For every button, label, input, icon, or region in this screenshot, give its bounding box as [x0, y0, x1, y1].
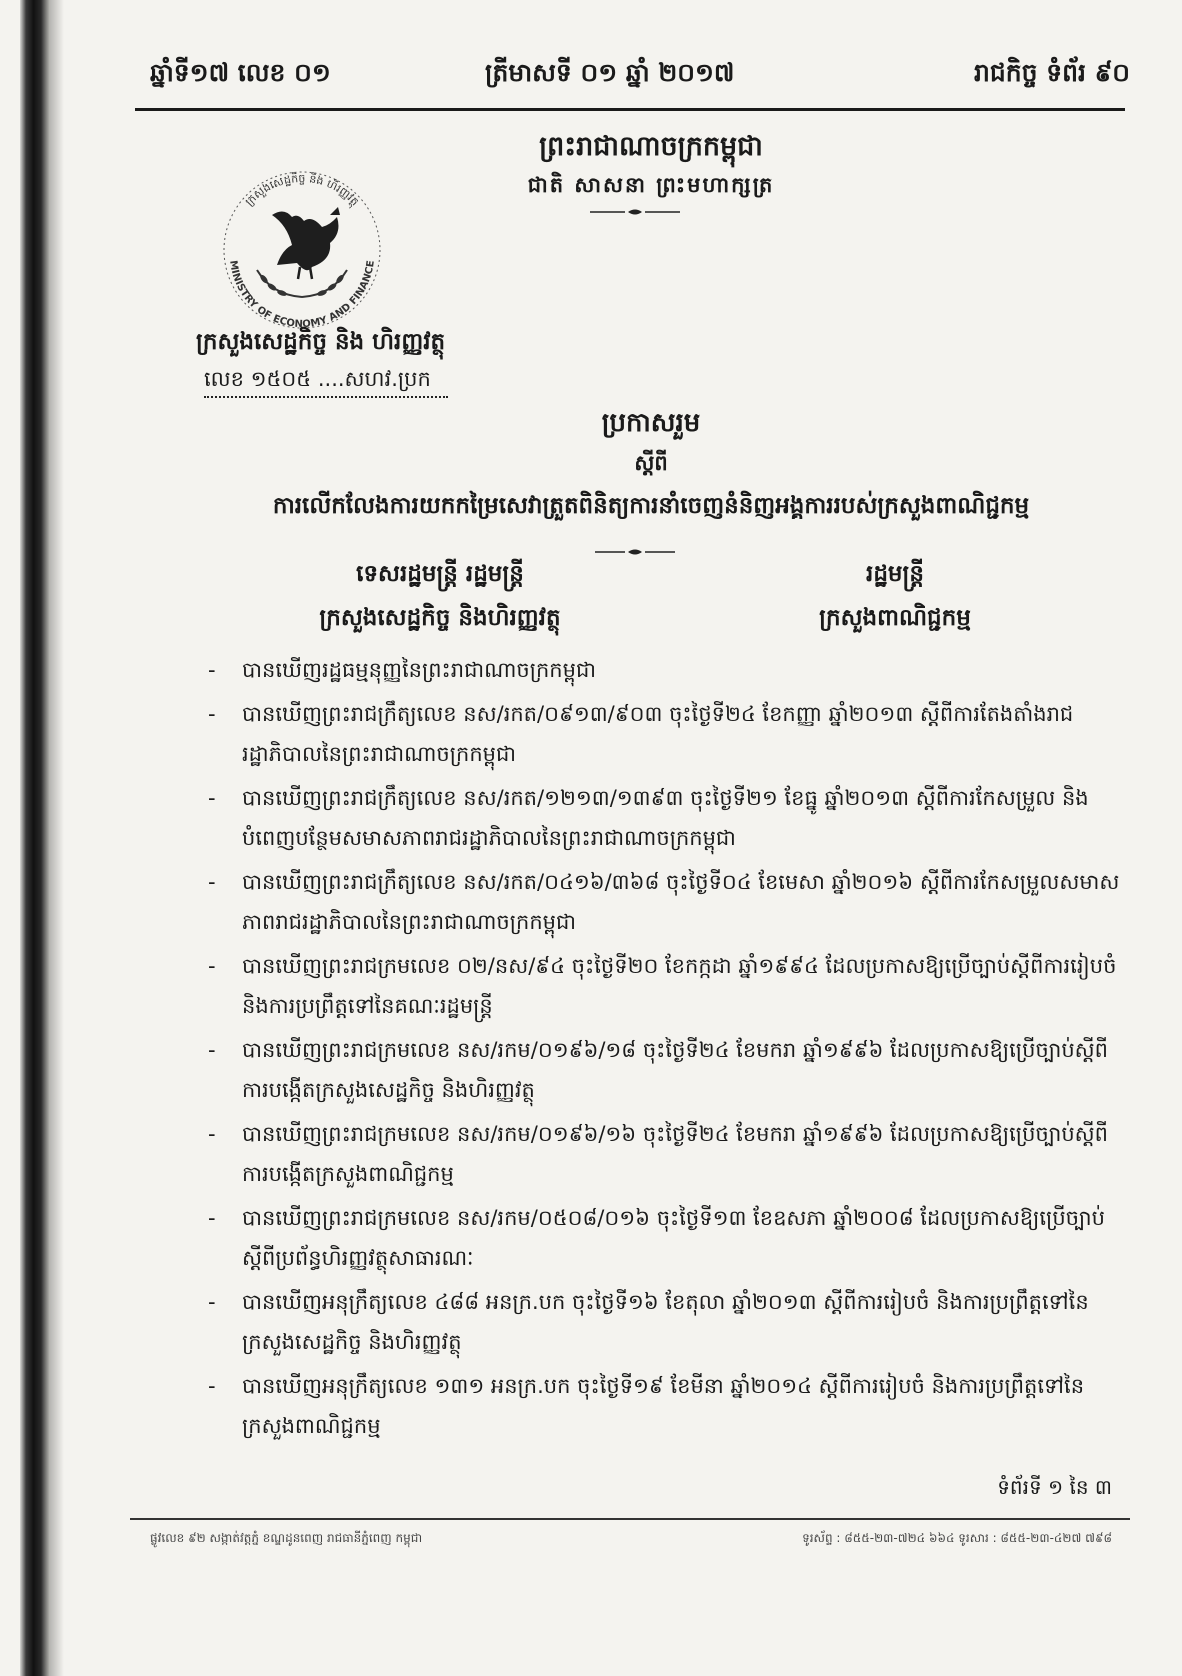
bullet-dash: -	[208, 702, 216, 726]
preamble-item	[208, 1198, 1133, 1278]
gazette-page: រាជកិច្ច ទំព័រ ៩០	[974, 58, 1130, 87]
bullet-dash: -	[208, 1206, 216, 1230]
scan-binding-shadow	[50, 0, 64, 1676]
preamble-item	[208, 1282, 1133, 1362]
bullet-dash: -	[208, 658, 216, 682]
signatory-left	[290, 552, 590, 640]
signatory-right	[790, 552, 1000, 640]
reference-underline	[204, 395, 448, 398]
preamble-item-text: បានឃើញព្រះរាជក្រឹត្យលេខ នស/រកត/០៩១៣/៩០៣ ចុះថ្ងៃទី២៤ ខែកញ្ញា ឆ្នាំ២០១៣ ស្តីពីការតែងតាំងរាជរដ្ឋាភិបាលនៃព្រះរាជាណាចក្រកម្ពុជា	[242, 702, 1074, 766]
national-motto: ជាតិ សាសនា ព្រះមហាក្សត្រ	[527, 173, 775, 197]
signatory-left-title: ទេសរដ្ឋមន្ត្រី រដ្ឋមន្ត្រី	[356, 561, 524, 587]
preamble-item-text: បានឃើញព្រះរាជក្រឹត្យលេខ នស/រកត/០៤១៦/៣៦៨ ចុះថ្ងៃទី០៤ ខែមេសា ឆ្នាំ២០១៦ ស្តីពីការកែសម្រួលសមាសភាពរាជរដ្ឋាភិបាលនៃព្រះរាជាណាចក្រកម្ពុជា	[242, 870, 1120, 934]
preamble-item	[208, 1114, 1133, 1194]
preamble-item-text: បានឃើញព្រះរាជក្រមលេខ ០២/នស/៩៤ ចុះថ្ងៃទី២០ ខែកក្កដា ឆ្នាំ១៩៩៤ ដែលប្រកាសឱ្យប្រើច្បាប់ស្តីពីការរៀបចំ និងការប្រព្រឹត្តទៅនៃគណៈរដ្ឋមន្ត្រី	[242, 954, 1117, 1018]
svg-text:MINISTRY OF ECONOMY AND FINANC: MINISTRY OF ECONOMY AND FINANCE	[227, 259, 377, 331]
kingdom-title: ព្រះរាជាណាចក្រកម្ពុជា	[539, 131, 763, 162]
preamble-item	[208, 946, 1133, 1026]
preamble-item-text: បានឃើញអនុក្រឹត្យលេខ ៤៨៨ អនក្រ.បក ចុះថ្ងៃទី១៦ ខែតុលា ឆ្នាំ២០១៣ ស្តីពីការរៀបចំ និងការប្រព្រឹត្តទៅនៃក្រសួងសេដ្ឋកិច្ច និងហិរញ្ញវត្ថុ	[242, 1290, 1089, 1354]
preamble-item	[208, 778, 1133, 858]
preamble-item	[208, 650, 1133, 690]
signatory-right-title: រដ្ឋមន្ត្រី	[866, 561, 924, 587]
header-rule	[135, 108, 1125, 111]
document-on: ស្តីពី	[634, 451, 668, 475]
bullet-dash: -	[208, 954, 216, 978]
ornament-divider-2	[595, 547, 675, 557]
bullet-dash: -	[208, 870, 216, 894]
page-number: ទំព័រទី ១ នៃ ៣	[997, 1475, 1112, 1499]
reference-number-text: លេខ ១៥០៥ ....សហវ.ប្រក	[204, 367, 431, 391]
issuing-ministry: ក្រសួងសេដ្ឋកិច្ច និង ហិរញ្ញវត្ថុ	[196, 329, 446, 355]
preamble-item-text: បានឃើញព្រះរាជក្រមលេខ នស/រកម/០៥០៨/០១៦ ចុះថ្ងៃទី១៣ ខែឧសភា ឆ្នាំ២០០៨ ដែលប្រកាសឱ្យប្រើច្បាប់ស្តីពីប្រព័ន្ធហិរញ្ញវត្ថុសាធារណៈ	[242, 1206, 1105, 1270]
preamble-item-text: បានឃើញរដ្ឋធម្មនុញ្ញនៃព្រះរាជាណាចក្រកម្ពុជា	[242, 658, 596, 682]
footer-contact: ទូរស័ព្ទ : ៨៥៥-២៣-៧២៤ ៦៦៤ ទូរសារ : ៨៥៥-២៣-៤២៧ ៧៩៨	[802, 1531, 1112, 1545]
preamble-item-text: បានឃើញព្រះរាជក្រមលេខ នស/រកម/០១៩៦/១៨ ចុះថ្ងៃទី២៤ ខែមករា ឆ្នាំ១៩៩៦ ដែលប្រកាសឱ្យប្រើច្បាប់ស្តីពីការបង្កើតក្រសួងសេដ្ឋកិច្ច និងហិរញ្ញវត្ថុ	[242, 1038, 1108, 1102]
bullet-dash: -	[208, 1374, 216, 1398]
bullet-dash: -	[208, 1038, 216, 1062]
preamble-list	[208, 650, 1133, 1450]
reference-number	[204, 366, 448, 396]
document-subject: ការលើកលែងការយកកម្រៃសេវាត្រួតពិនិត្យការនាំចេញនំនិញអង្គការរបស់ក្រសួងពាណិជ្ជកម្ម	[272, 493, 1030, 519]
footer-address: ផ្លូវលេខ ៩២ សង្កាត់វត្តភ្នំ ខណ្ឌដូនពេញ រាជធានីភ្នំពេញ កម្ពុជា	[150, 1531, 423, 1545]
gazette-header	[150, 58, 1130, 98]
bullet-dash: -	[208, 1122, 216, 1146]
svg-text:ក្រសួងសេដ្ឋកិច្ច និង ហិរញ្ញវត្: ក្រសួងសេដ្ឋកិច្ច និង ហិរញ្ញវត្ថុ	[242, 171, 362, 209]
ornament-divider	[590, 207, 680, 217]
preamble-item	[208, 694, 1133, 774]
ministry-seal-icon	[212, 155, 392, 335]
gazette-year-issue: ឆ្នាំទី១៧ លេខ ០១	[150, 58, 331, 87]
signatory-right-ministry: ក្រសួងពាណិជ្ជកម្ម	[819, 605, 971, 631]
preamble-item	[208, 1030, 1133, 1110]
document-title: ប្រកាសរួម	[601, 408, 701, 438]
gazette-quarter: ត្រីមាសទី ០១ ឆ្នាំ ២០១៧	[485, 58, 735, 87]
footer-rule	[130, 1518, 1130, 1520]
bullet-dash: -	[208, 786, 216, 810]
preamble-item-text: បានឃើញព្រះរាជក្រឹត្យលេខ នស/រកត/១២១៣/១៣៩៣ ចុះថ្ងៃទី២១ ខែធ្នូ ឆ្នាំ២០១៣ ស្តីពីការកែសម្រួល និងបំពេញបន្ថែមសមាសភាពរាជរដ្ឋាភិបាលនៃព្រះរាជាណាចក្រកម្ពុជា	[242, 786, 1089, 850]
scan-binding-edge	[20, 0, 50, 1676]
preamble-item-text: បានឃើញព្រះរាជក្រមលេខ នស/រកម/០១៩៦/១៦ ចុះថ្ងៃទី២៤ ខែមករា ឆ្នាំ១៩៩៦ ដែលប្រកាសឱ្យប្រើច្បាប់ស្តីពីការបង្កើតក្រសួងពាណិជ្ជកម្ម	[242, 1122, 1108, 1186]
preamble-item	[208, 1366, 1133, 1446]
preamble-item-text: បានឃើញអនុក្រឹត្យលេខ ១៣១ អនក្រ.បក ចុះថ្ងៃទី១៩ ខែមីនា ឆ្នាំ២០១៤ ស្តីពីការរៀបចំ និងការប្រព្រឹត្តទៅនៃក្រសួងពាណិជ្ជកម្ម	[242, 1374, 1085, 1438]
preamble-item	[208, 862, 1133, 942]
bullet-dash: -	[208, 1290, 216, 1314]
signatory-left-ministry: ក្រសួងសេដ្ឋកិច្ច និងហិរញ្ញវត្ថុ	[319, 605, 561, 631]
